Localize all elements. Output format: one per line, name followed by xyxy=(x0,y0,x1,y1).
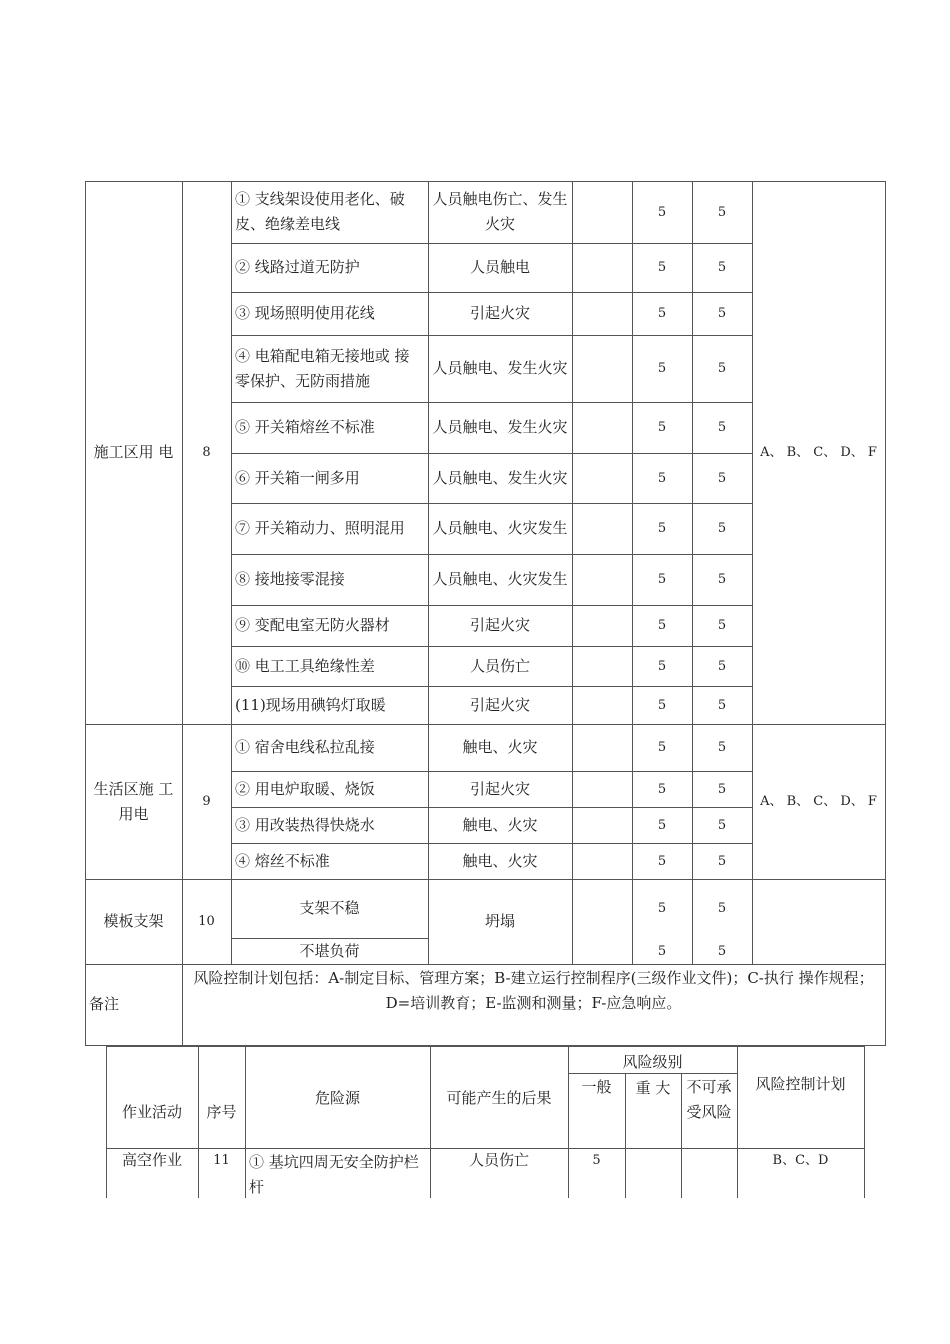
level-cell xyxy=(572,807,632,843)
hazard-cell: ③ 现场照明使用花线 xyxy=(235,304,375,322)
level-cell xyxy=(572,554,632,605)
header-consequence: 可能产生的后果 xyxy=(446,1088,552,1107)
table-rule xyxy=(106,1046,107,1198)
consequence-cell: 人员触电、发生火灾 xyxy=(432,418,568,436)
table-rule xyxy=(231,402,752,403)
level-cell: 5 xyxy=(657,306,667,321)
plan-cell: B、C、D xyxy=(772,1153,829,1168)
level-cell: 5 xyxy=(717,260,727,275)
level-cell: 5 xyxy=(657,853,667,869)
consequence-cell: 人员触电伤亡、发生火灾 xyxy=(432,190,568,233)
level-cell: 5 xyxy=(717,943,727,959)
level-cell: 5 xyxy=(657,618,667,633)
table-rule xyxy=(430,1046,431,1198)
level-cell: 5 xyxy=(657,658,667,674)
level-cell: 5 xyxy=(657,470,667,486)
table-rule xyxy=(231,554,752,555)
level-cell: 5 xyxy=(657,572,667,587)
level-cell: 5 xyxy=(657,781,667,797)
consequence-cell: 引起火灾 xyxy=(469,695,530,714)
level-cell: 5 xyxy=(717,618,727,633)
level-cell xyxy=(572,335,632,402)
level-cell: 5 xyxy=(717,697,727,713)
level-cell: 5 xyxy=(657,521,667,536)
consequence-cell: 坍塌 xyxy=(484,912,515,930)
activity-cell: 生活区施 工用电 xyxy=(93,779,174,823)
header-seq: 序号 xyxy=(206,1103,237,1121)
consequence-cell: 人员触电、发生火灾 xyxy=(432,359,568,377)
header-hazard: 危险源 xyxy=(314,1088,360,1107)
level-cell: 5 xyxy=(657,361,667,376)
level-cell: 5 xyxy=(657,420,667,435)
level-cell: 5 xyxy=(717,204,727,220)
header-risk-level: 风险级别 xyxy=(622,1052,683,1071)
consequence-cell: 触电、火灾 xyxy=(462,815,538,834)
header-unacceptable: 不可承受风险 xyxy=(686,1078,732,1121)
consequence-cell: 触电、火灾 xyxy=(462,738,538,756)
consequence-cell: 引起火灾 xyxy=(469,616,530,634)
table-rule xyxy=(245,1046,246,1198)
remark-text: 风险控制计划包括：A-制定目标、管理方案；B-建立运行控制程序(三级作业文件)；C-执行 操作规程；D=培训教育；E-监测和测量；F-应急响应。 xyxy=(193,969,874,1012)
level-cell: 5 xyxy=(657,740,667,755)
plan-cell: A、 B、 C、 D、 F xyxy=(760,445,877,460)
hazard-cell: ① 支线架设使用老化、破皮、绝缘差电线 xyxy=(235,190,405,233)
seq-cell: 9 xyxy=(202,794,211,809)
table-rule xyxy=(625,1073,626,1198)
table-rule xyxy=(85,181,86,1045)
table-rule xyxy=(106,1148,865,1149)
table-rule xyxy=(106,1046,865,1047)
hazard-cell: ④ 熔丝不标准 xyxy=(235,851,330,870)
level-cell: 5 xyxy=(717,470,727,486)
table-rule xyxy=(737,1046,738,1198)
hazard-cell: ⑥ 开关箱一闸多用 xyxy=(235,468,360,487)
table-rule xyxy=(752,181,753,964)
table-rule xyxy=(231,807,752,808)
table-rule xyxy=(198,1046,199,1198)
level-cell xyxy=(572,181,632,243)
table-rule xyxy=(632,181,633,964)
level-cell xyxy=(572,938,632,964)
header-activity: 作业活动 xyxy=(121,1103,182,1121)
level-cell: 5 xyxy=(657,697,667,713)
level-cell: 5 xyxy=(657,901,667,916)
level-cell: 5 xyxy=(717,740,727,755)
seq-cell: 10 xyxy=(198,914,215,929)
level-cell xyxy=(572,453,632,503)
level-cell: 5 xyxy=(717,361,727,376)
consequence-cell: 人员触电 xyxy=(469,258,530,276)
hazard-cell: ⑧ 接地接零混接 xyxy=(235,570,345,588)
table-rule xyxy=(572,181,573,964)
level-cell xyxy=(572,771,632,807)
level-cell: 5 xyxy=(657,260,667,275)
level-cell: 5 xyxy=(717,853,727,869)
consequence-cell: 人员触电、火灾发生 xyxy=(432,570,568,588)
level-cell: 5 xyxy=(717,306,727,321)
activity-cell: 模板支架 xyxy=(103,912,164,930)
consequence-cell: 人员伤亡 xyxy=(469,656,530,675)
level-cell: 5 xyxy=(657,943,667,959)
hazard-cell: ② 线路过道无防护 xyxy=(235,258,360,276)
level-cell xyxy=(572,879,632,938)
hazard-cell: ⑦ 开关箱动力、照明混用 xyxy=(235,519,405,537)
table-rule xyxy=(231,453,752,454)
unacceptable-cell xyxy=(681,1148,737,1173)
hazard-cell: ⑨ 变配电室无防火器材 xyxy=(235,616,390,634)
hazard-cell: ① 宿舍电线私拉乱接 xyxy=(235,738,375,756)
level-cell: 5 xyxy=(717,817,727,833)
level-cell: 5 xyxy=(717,572,727,587)
level-cell xyxy=(572,646,632,686)
table-rule xyxy=(692,181,693,964)
header-major: 重 大 xyxy=(635,1078,671,1097)
hazard-cell: ③ 用改装热得快烧水 xyxy=(235,815,375,834)
hazard-cell: ⑩ 电工工具绝缘性差 xyxy=(235,656,375,675)
plan-cell: A、 B、 C、 D、 F xyxy=(760,794,877,809)
level-cell: 5 xyxy=(657,204,667,220)
level-cell xyxy=(572,243,632,292)
hazard-cell: (11)现场用碘钨灯取暖 xyxy=(235,695,386,714)
table-rule xyxy=(182,181,183,1045)
hazard-cell: ⑤ 开关箱熔丝不标准 xyxy=(235,418,375,436)
header-general: 一般 xyxy=(581,1078,612,1096)
level-cell xyxy=(572,724,632,771)
level-cell: 5 xyxy=(717,901,727,916)
general-cell: 5 xyxy=(592,1153,601,1168)
level-cell: 5 xyxy=(717,781,727,797)
table-rule xyxy=(864,1046,865,1198)
level-cell: 5 xyxy=(717,521,727,536)
level-cell: 5 xyxy=(717,420,727,435)
hazard-cell: ④ 电箱配电箱无接地或 接零保护、无防雨措施 xyxy=(235,346,410,390)
level-cell xyxy=(572,292,632,335)
table-rule xyxy=(885,181,886,1045)
table-rule xyxy=(231,646,752,647)
table-rule xyxy=(231,335,752,336)
table-rule xyxy=(85,964,886,965)
table-rule xyxy=(568,1046,569,1198)
table-rule xyxy=(681,1073,682,1198)
remark-label: 备注 xyxy=(89,995,120,1013)
table-rule xyxy=(231,181,232,964)
major-cell xyxy=(625,1148,681,1173)
activity-cell: 施工区用 电 xyxy=(93,443,174,461)
consequence-cell: 人员伤亡 xyxy=(468,1151,529,1169)
level-cell xyxy=(572,843,632,879)
activity-cell: 高空作业 xyxy=(121,1151,182,1169)
consequence-cell: 人员触电、发生火灾 xyxy=(432,468,568,487)
table-rule xyxy=(85,181,886,182)
table-rule xyxy=(231,503,752,504)
consequence-cell: 触电、火灾 xyxy=(462,851,538,870)
hazard-cell: 不堪负荷 xyxy=(299,941,360,960)
header-plan: 风险控制计划 xyxy=(755,1075,846,1093)
table-rule xyxy=(568,1073,737,1074)
seq-cell: 11 xyxy=(213,1153,230,1168)
consequence-cell: 人员触电、火灾发生 xyxy=(432,519,568,537)
level-cell xyxy=(572,503,632,554)
table-rule xyxy=(231,843,752,844)
table-rule xyxy=(231,771,752,772)
table-rule xyxy=(231,292,752,293)
hazard-cell: ① 基坑四周无安全防护栏杆 xyxy=(249,1153,419,1196)
level-cell: 5 xyxy=(657,817,667,833)
level-cell xyxy=(572,605,632,646)
level-cell xyxy=(572,686,632,724)
seq-cell: 8 xyxy=(202,445,211,460)
table-rule xyxy=(231,605,752,606)
consequence-cell: 引起火灾 xyxy=(469,779,530,798)
table-rule xyxy=(428,181,429,964)
hazard-cell: ② 用电炉取暖、烧饭 xyxy=(235,779,375,798)
table-rule xyxy=(85,879,886,880)
table-rule xyxy=(231,686,752,687)
consequence-cell: 引起火灾 xyxy=(469,304,530,322)
table-rule xyxy=(231,938,428,939)
level-cell xyxy=(572,402,632,453)
hazard-cell: 支架不稳 xyxy=(299,899,360,917)
level-cell: 5 xyxy=(717,658,727,674)
table-rule xyxy=(231,243,752,244)
table-rule xyxy=(85,724,886,725)
plan-cell xyxy=(752,879,885,964)
